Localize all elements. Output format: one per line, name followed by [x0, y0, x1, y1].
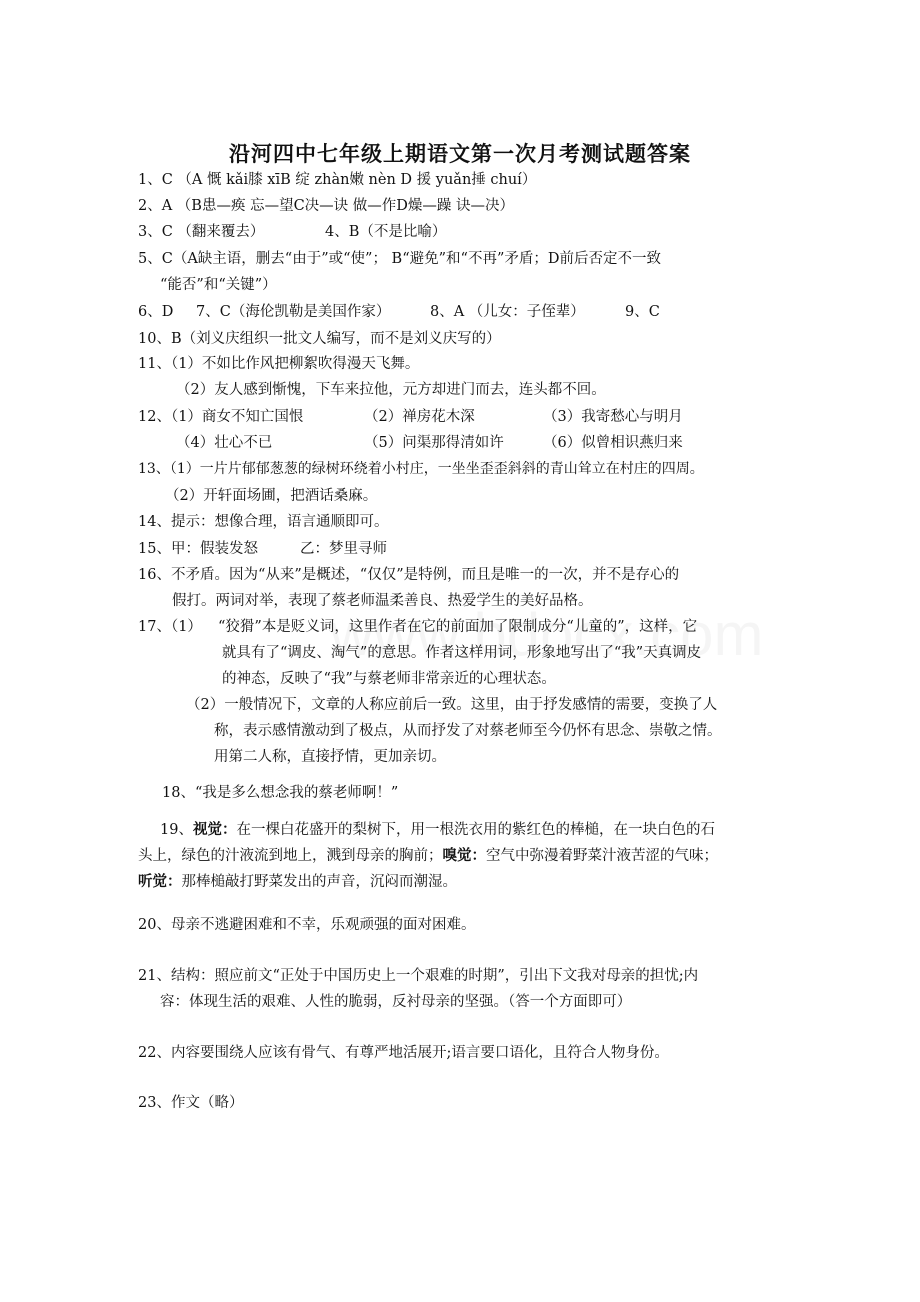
answer-21-line2: 容：体现生活的艰难、人性的脆弱，反衬母亲的坚强。（答一个方面即可）	[160, 994, 632, 1010]
answer-10: 10、B（刘义庆组织一批文人编写，而不是刘义庆写的）	[138, 331, 501, 347]
label-smell: 嗅觉：	[442, 847, 486, 864]
answer-15-part1: 15、甲：假装发怒	[138, 541, 258, 557]
answer-19-hearing-text: 那棒槌敲打野菜发出的声音，沉闷而潮湿。	[181, 874, 457, 890]
answer-17-label: 17、（1）	[138, 619, 202, 635]
answer-19-line1	[160, 821, 715, 839]
answer-9: 9、C	[625, 304, 660, 320]
label-hearing: 听觉：	[138, 873, 182, 890]
answer-7: 7、C（海伦凯勒是美国作家）	[196, 304, 391, 320]
answer-19-number: 19、	[160, 822, 193, 838]
answer-5-line2: “能否”和“关键”）	[160, 277, 277, 293]
answer-13-line2: （2）开轩面场圃，把酒话桑麻。	[165, 488, 378, 504]
answer-5-line1: 5、C（A缺主语，删去“由于”或“使”； B“避免”和“不再”矛盾；D前后否定不一致	[138, 251, 661, 267]
answer-12-item4: （4）壮心不已	[176, 435, 273, 451]
answer-22: 22、内容要围绕人应该有骨气、有尊严地活展开;语言要口语化，且符合人物身份。	[138, 1045, 669, 1061]
answer-17-line4: （2）一般情况下，文章的人称应前后一致。这里，由于抒发感情的需要，变换了人	[186, 697, 718, 713]
answer-6: 6、D	[138, 304, 174, 320]
answer-14: 14、提示：想像合理，语言通顺即可。	[138, 514, 389, 530]
answer-4: 4、B（不是比喻）	[325, 224, 447, 240]
answer-12-item5: （5）问渠那得清如许	[364, 435, 504, 451]
answer-19-line2	[138, 847, 718, 865]
answer-19-smell-text: 空气中弥漫着野菜汁液苦涩的气味；	[486, 848, 718, 864]
answer-13-line1: 13、（1）一片片郁郁葱葱的绿树环绕着小村庄，一坐坐歪歪斜斜的青山耸立在村庄的四周。	[138, 461, 704, 477]
answer-8: 8、A （儿女：子侄辈）	[430, 304, 585, 320]
answer-12-item2: （2）禅房花木深	[364, 409, 475, 425]
answer-18: 18、“我是多么想念我的蔡老师啊！”	[162, 785, 399, 801]
answer-15-part2: 乙：梦里寻师	[300, 541, 387, 557]
answer-19-visual-text-cont: 头上，绿色的汁液流到地上，溅到母亲的胸前；	[138, 848, 443, 864]
answer-11-line2: （2）友人感到惭愧，下车来拉他，元方却进门而去，连头都不回。	[176, 382, 606, 398]
label-visual: 视觉：	[192, 821, 237, 838]
answer-2: 2、A （B患—痪 忘—望C决—诀 做—作D燥—躁 诀—决）	[138, 198, 515, 214]
answer-11-line1: 11、（1）不如比作风把柳絮吹得漫天飞舞。	[138, 356, 420, 372]
answer-12-item6: （6）似曾相识燕归来	[543, 435, 683, 451]
answer-17-line5: 称，表示感情激动到了极点，从而抒发了对蔡老师至今仍怀有思念、崇敬之情。	[214, 723, 722, 739]
answer-17-line3: 的神态，反映了“我”与蔡老师非常亲近的心理状态。	[222, 671, 556, 687]
answer-23: 23、作文（略）	[138, 1095, 244, 1111]
answer-12-item1: 12、（1）商女不知亡国恨	[138, 409, 304, 425]
answer-19-visual-text: 在一棵白花盛开的梨树下，用一根洗衣用的紫红色的棒槌，在一块白色的石	[236, 822, 715, 838]
answer-3: 3、C （翻来覆去）	[138, 224, 265, 240]
answer-17-line6: 用第二人称，直接抒情，更加亲切。	[214, 749, 446, 765]
answer-16-line2: 假打。两词对举，表现了蔡老师温柔善良、热爱学生的美好品格。	[172, 593, 593, 609]
answer-20: 20、母亲不逃避困难和不幸，乐观顽强的面对困难。	[138, 917, 476, 933]
answer-19-line3	[138, 873, 457, 891]
answer-1: 1、C （A 慨 kǎi膝 xīB 绽 zhàn嫩 nèn D 援 yuǎn捶 chuí）	[138, 172, 537, 188]
answer-17-line2: 就具有了“调皮、淘气”的意思。作者这样用词，形象地写出了“我”天真调皮	[222, 645, 702, 661]
page-title: 沿河四中七年级上期语文第一次月考测试题答案	[229, 141, 691, 166]
answer-16-line1: 16、不矛盾。因为“从来”是概述，“仅仅”是特例，而且是唯一的一次，并不是存心的	[138, 567, 680, 583]
answer-17-line1: “狡猾”本是贬义词，这里作者在它的前面加了限制成分“儿童的”，这样，它	[218, 619, 698, 635]
answer-21-line1: 21、结构：照应前文“正处于中国历史上一个艰难的时期”，引出下文我对母亲的担忧;内	[138, 968, 699, 984]
answer-12-item3: （3）我寄愁心与明月	[543, 409, 683, 425]
